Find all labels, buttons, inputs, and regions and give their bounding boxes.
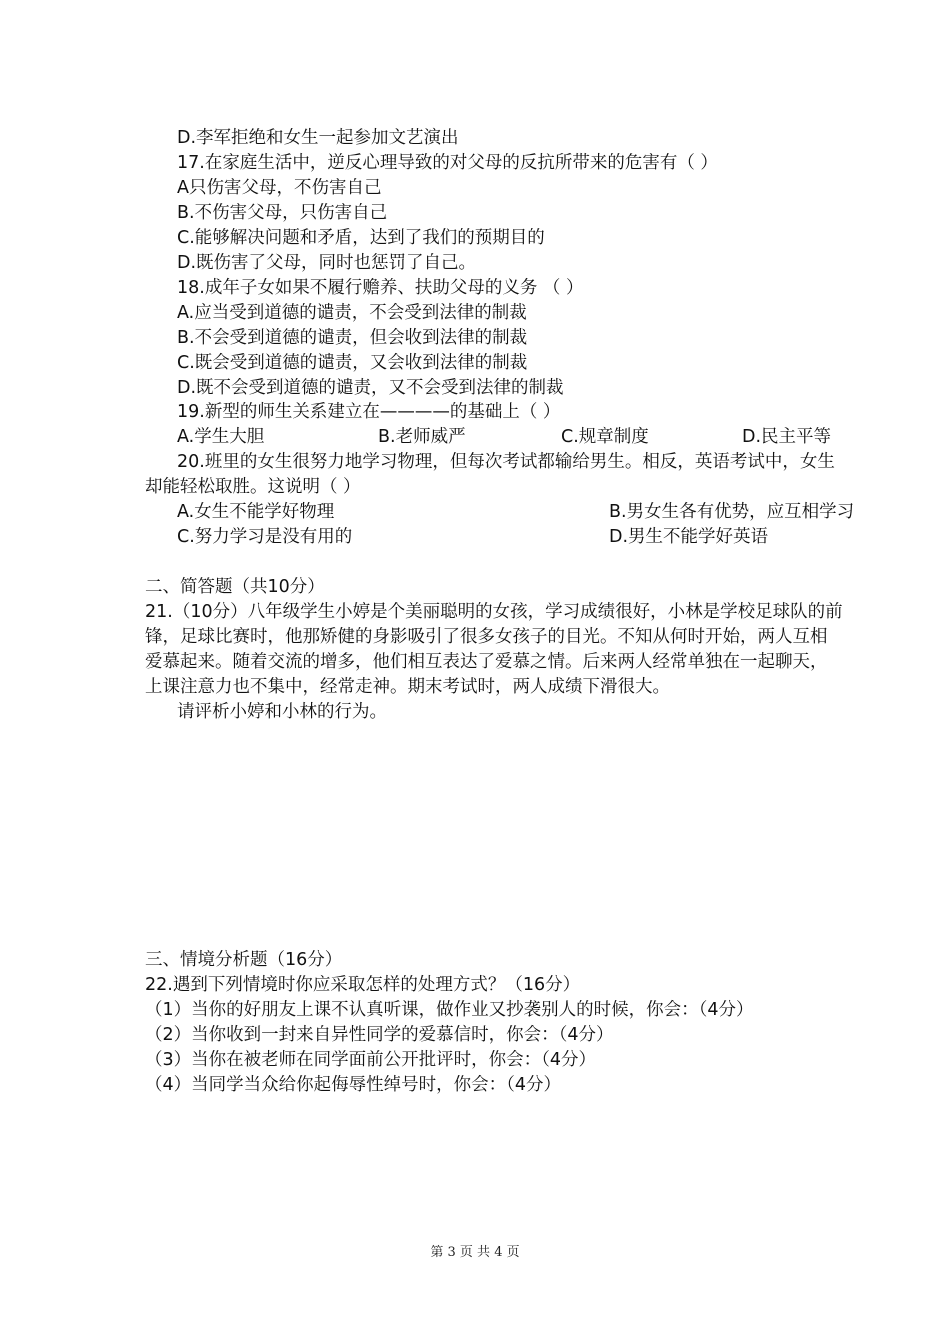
answer-space <box>145 730 885 940</box>
q17-option-d: D.既伤害了父母，同时也惩罚了自己。 <box>177 253 477 273</box>
section-2-title: 二、简答题（共10分） <box>145 577 325 597</box>
q20-option-b: B.男女生各有优势，应互相学习 <box>609 502 855 522</box>
q21-line3: 爱慕起来。随着交流的增多，他们相互表达了爱慕之情。后来两人经常单独在一起聊天， <box>145 652 828 672</box>
q19-option-a: A.学生大胆 <box>177 427 265 447</box>
page-footer: 第 3 页 共 4 页 <box>430 1245 520 1260</box>
q17-stem: 17.在家庭生活中，逆反心理导致的对父母的反抗所带来的危害有（ ） <box>177 153 718 173</box>
q19-option-b: B.老师威严 <box>378 427 466 447</box>
q18-option-d: D.既不会受到道德的谴责，又不会受到法律的制裁 <box>177 378 564 398</box>
q19-option-d: D.民主平等 <box>742 427 832 447</box>
q22-item-3: （3）当你在被老师在同学面前公开批评时，你会：（4分） <box>145 1050 597 1070</box>
q16-option-d: D.李军拒绝和女生一起参加文艺演出 <box>177 128 459 148</box>
q17-option-b: B.不伤害父母，只伤害自己 <box>177 203 388 223</box>
q21-line2: 锋，足球比赛时，他那矫健的身影吸引了很多女孩子的目光。不知从何时开始，两人互相 <box>145 627 828 647</box>
q17-option-c: C.能够解决问题和矛盾，达到了我们的预期目的 <box>177 228 545 248</box>
q18-option-c: C.既会受到道德的谴责，又会收到法律的制裁 <box>177 353 528 373</box>
q20-option-d: D.男生不能学好英语 <box>609 527 769 547</box>
q17-option-a: A只伤害父母，不伤害自己 <box>177 178 382 198</box>
q18-stem: 18.成年子女如果不履行赡养、扶助父母的义务 （ ） <box>177 278 584 298</box>
q20-option-c: C.努力学习是没有用的 <box>177 527 353 547</box>
q22-item-2: （2）当你收到一封来自异性同学的爱慕信时，你会：（4分） <box>145 1025 614 1045</box>
q19-option-c: C.规章制度 <box>561 427 649 447</box>
section-3-title: 三、情境分析题（16分） <box>145 950 343 970</box>
q18-option-a: A.应当受到道德的谴责，不会受到法律的制裁 <box>177 303 527 323</box>
q21-line4: 上课注意力也不集中，经常走神。期末考试时，两人成绩下滑很大。 <box>145 677 670 697</box>
q22-item-4: （4）当同学当众给你起侮辱性绰号时，你会：（4分） <box>145 1075 562 1095</box>
q20-option-a: A.女生不能学好物理 <box>177 502 335 522</box>
q20-stem-line2: 却能轻松取胜。这说明（ ） <box>145 477 361 497</box>
q21-prompt: 请评析小婷和小林的行为。 <box>177 702 387 722</box>
q22-stem: 22.遇到下列情境时你应采取怎样的处理方式？（16分） <box>145 975 581 995</box>
q21-line1: 21.（10分）八年级学生小婷是个美丽聪明的女孩，学习成绩很好，小林是学校足球队的前 <box>145 602 843 622</box>
q20-stem-line1: 20.班里的女生很努力地学习物理，但每次考试都输给男生。相反，英语考试中，女生 <box>177 452 835 472</box>
q19-stem: 19.新型的师生关系建立在————的基础上（ ） <box>177 402 561 422</box>
q18-option-b: B.不会受到道德的谴责，但会收到法律的制裁 <box>177 328 528 348</box>
q22-item-1: （1）当你的好朋友上课不认真听课，做作业又抄袭别人的时候，你会：（4分） <box>145 1000 754 1020</box>
